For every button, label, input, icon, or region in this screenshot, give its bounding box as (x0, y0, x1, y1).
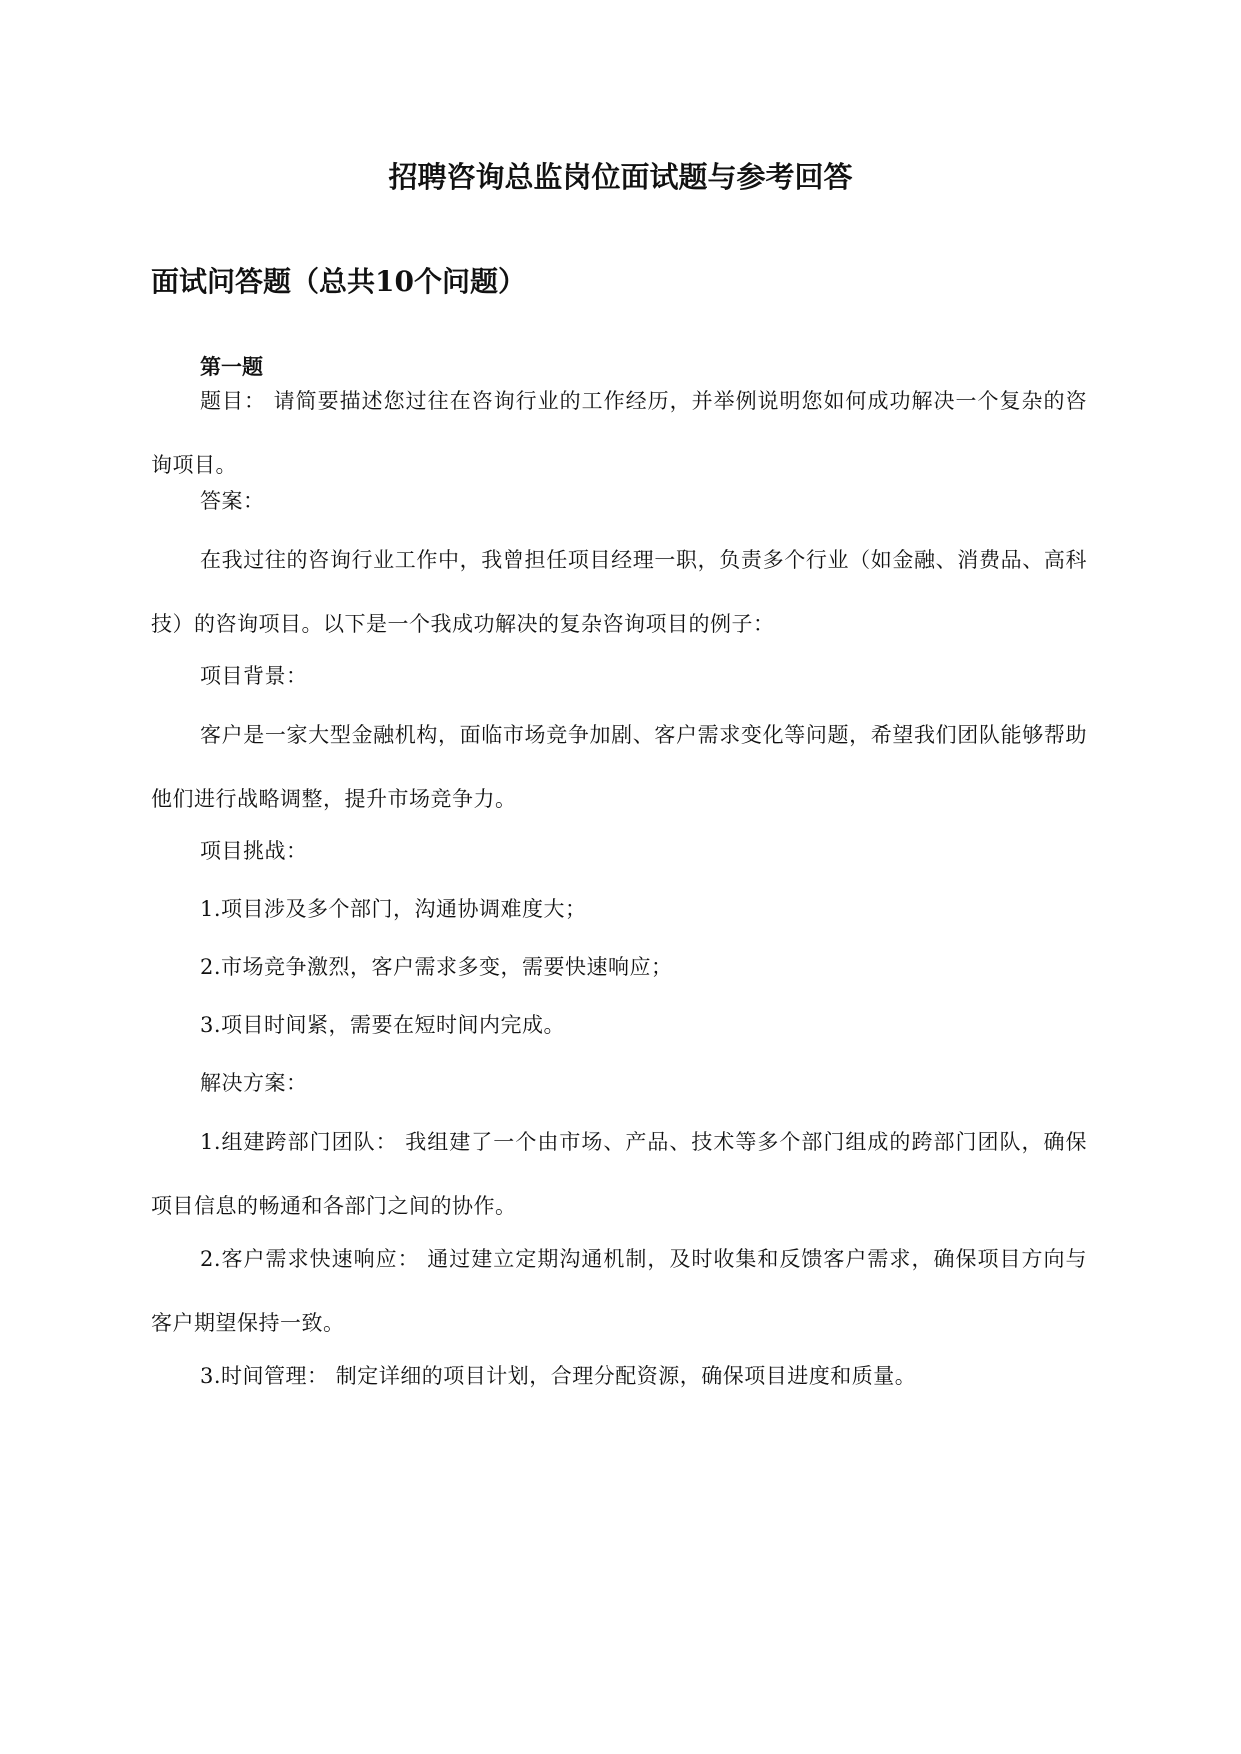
solution-item: 2.客户需求快速响应： 通过建立定期沟通机制，及时收集和反馈客户需求，确保项目方向与客户期望保持一致。 (151, 1247, 1087, 1335)
background-paragraph: 客户是一家大型金融机构，面临市场竞争加剧、客户需求变化等问题，希望我们团队能够帮助他们进行战略调整，提升市场竞争力。 (151, 723, 1087, 811)
challenges-label: 项目挑战： (200, 839, 308, 863)
solution-item: 1.组建跨部门团队： 我组建了一个由市场、产品、技术等多个部门组成的跨部门团队，确保项目信息的畅通和各部门之间的协作。 (151, 1130, 1087, 1218)
document-title: 招聘咨询总监岗位面试题与参考回答 (388, 160, 853, 194)
answer-intro-paragraph: 在我过往的咨询行业工作中，我曾担任项目经理一职，负责多个行业（如金融、消费品、高科技）的咨询项目。以下是一个我成功解决的复杂咨询项目的例子： (151, 548, 1087, 636)
background-label: 项目背景： (200, 664, 308, 688)
question-label: 第一题 (200, 354, 263, 379)
answer-label: 答案： (200, 489, 265, 513)
challenge-item: 2.市场竞争激烈，客户需求多变，需要快速响应； (200, 955, 673, 979)
section-heading: 面试问答题（总共10个问题） (151, 265, 526, 298)
solution-item: 3.时间管理： 制定详细的项目计划，合理分配资源，确保项目进度和质量。 (200, 1364, 917, 1388)
challenge-item: 1.项目涉及多个部门，沟通协调难度大； (200, 897, 587, 921)
solutions-label: 解决方案： (200, 1071, 308, 1095)
question-text: 题目： 请简要描述您过往在咨询行业的工作经历，并举例说明您如何成功解决一个复杂的咨询项目。 (151, 389, 1087, 477)
challenge-item: 3.项目时间紧，需要在短时间内完成。 (200, 1013, 566, 1037)
